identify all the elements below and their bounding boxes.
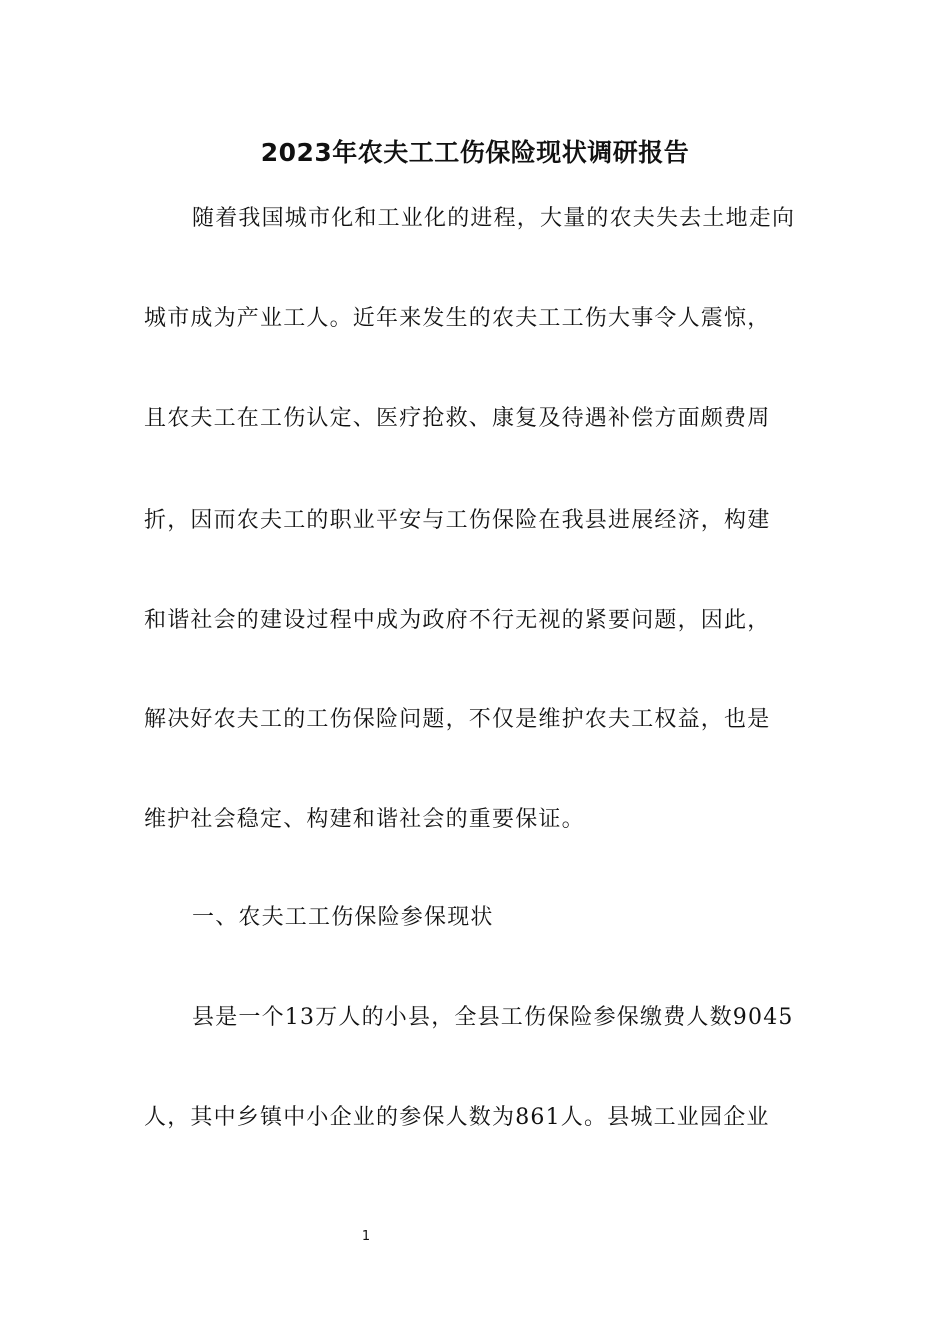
paragraph-line: 人，其中乡镇中小企业的参保人数为861人。县城工业园企业 [144, 1105, 770, 1130]
paragraph-line: 城市成为产业工人。近年来发生的农夫工工伤大事令人震惊， [144, 306, 771, 331]
paragraph-line: 且农夫工在工伤认定、医疗抢救、康复及待遇补偿方面颇费周 [144, 406, 771, 431]
paragraph-line: 随着我国城市化和工业化的进程，大量的农夫失去土地走向 [192, 206, 796, 231]
paragraph-line: 和谐社会的建设过程中成为政府不行无视的紧要问题，因此， [144, 608, 771, 633]
section-heading: 一、农夫工工伤保险参保现状 [192, 905, 494, 930]
paragraph-line: 解决好农夫工的工伤保险问题，不仅是维护农夫工权益，也是 [144, 707, 771, 732]
document-title: 2023年农夫工工伤保险现状调研报告 [260, 138, 690, 167]
paragraph-line: 维护社会稳定、构建和谐社会的重要保证。 [144, 807, 585, 832]
page-number: 1 [361, 1229, 371, 1244]
paragraph-line: 县是一个13万人的小县，全县工伤保险参保缴费人数9045 [192, 1005, 794, 1030]
paragraph-line: 折，因而农夫工的职业平安与工伤保险在我县进展经济，构建 [144, 508, 771, 533]
